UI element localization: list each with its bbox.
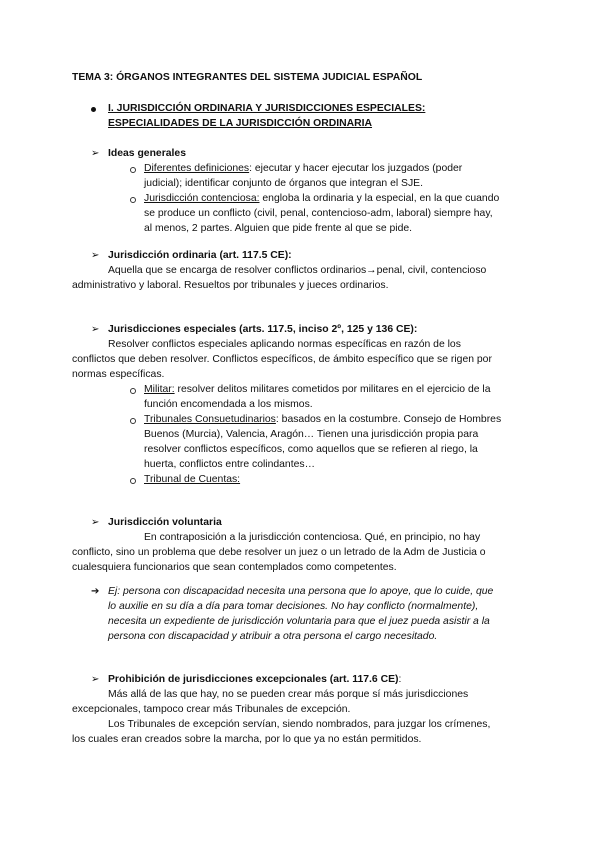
arrowhead-bullet-icon: ➢ [91,517,100,528]
ideas-item1-line1: Diferentes definiciones: ejecutar y hacer ejecutar los juzgados (poder [144,163,463,174]
militar-line1: Militar: resolver delitos militares cometidos por militares en el ejercicio de la [144,384,491,395]
especiales-line3: normas específicas. [72,369,165,380]
voluntaria-line1: En contraposición a la jurisdicción contenciosa. Qué, en principio, no hay [144,532,481,543]
voluntaria-line2: conflicto, sino un problema que debe resolver un juez o un letrado de la Adm de Justicia o [72,547,486,558]
arrowhead-bullet-icon: ➢ [91,324,100,335]
ideas-heading: Ideas generales [108,148,186,159]
consuetudinarios-line1: Tribunales Consuetudinarios: basados en la costumbre. Consejo de Hombres [144,414,502,425]
bullet-dot [91,107,96,112]
voluntaria-heading: Jurisdicción voluntaria [108,517,222,528]
ordinaria-line2: administrativo y laboral. Resueltos por tribunales y jueces ordinarios. [72,280,389,291]
prohibicion-heading: Prohibición de jurisdicciones excepcionales (art. 117.6 CE): [108,674,402,685]
circle-bullet-icon [130,197,136,203]
ideas-item1-line2: judicial); identificar conjunto de órganos que integran el SJE. [144,178,423,189]
especiales-line2: conflictos que deben resolver. Conflictos específicos, de ámbito específico que se rigen por [72,354,492,365]
prohibicion-line2: excepcionales, tampoco crear más Tribunales de excepción. [72,704,351,715]
ordinaria-heading: Jurisdicción ordinaria (art. 117.5 CE): [108,250,292,261]
especiales-line1: Resolver conflictos especiales aplicando normas específicas en razón de los [108,339,461,350]
especiales-heading: Jurisdicciones especiales (arts. 117.5, inciso 2º, 125 y 136 CE): [108,324,418,335]
circle-bullet-icon [130,478,136,484]
section-heading-line2: ESPECIALIDADES DE LA JURISDICCIÓN ORDINARIA [108,118,373,129]
circle-bullet-icon [130,167,136,173]
example-line3: necesita un expediente de jurisdicción voluntaria para que el juez pueda asistir a la [108,616,490,627]
consuetudinarios-line2: Buenos (Murcia), Valencia, Aragón… Tienen una jurisdicción propia para [144,429,479,440]
ideas-item2-line2: se produce un conflicto (civil, penal, contencioso-adm, laboral) siempre hay, [144,208,493,219]
prohibicion-line1: Más allá de las que hay, no se pueden crear más porque sí más jurisdicciones [108,689,469,700]
voluntaria-line3: cualesquiera funcionarios que sean contemplados como competentes. [72,562,397,573]
arrowhead-bullet-icon: ➢ [91,674,100,685]
example-line4: persona con discapacidad y atribuir a otra persona el cargo necesitado. [108,631,438,642]
prohibicion-line3: Los Tribunales de excepción servían, siendo nombrados, para juzgar los crímenes, [108,719,491,730]
ordinaria-line1: Aquella que se encarga de resolver conflictos ordinarios→penal, civil, contencioso [108,265,487,276]
circle-bullet-icon [130,388,136,394]
militar-line2: función encomendada a los mismos. [144,399,313,410]
ideas-item2-line3: al menos, 2 partes. Alguien que pide frente al que se pide. [144,223,413,234]
cuentas-label: Tribunal de Cuentas: [144,474,241,485]
ideas-item2-line1: Jurisdicción contenciosa: engloba la ordinaria y la especial, en la que cuando [144,193,500,204]
document-title: TEMA 3: ÓRGANOS INTEGRANTES DEL SISTEMA JUDICIAL ESPAÑOL [72,72,423,83]
circle-bullet-icon [130,418,136,424]
example-line1: Ej: persona con discapacidad necesita una persona que lo apoye, que lo cuide, que [108,586,494,597]
arrow-bullet-icon: ➔ [91,586,100,597]
consuetudinarios-line4: huerta, conflictos entre colindantes… [144,459,315,470]
consuetudinarios-line3: resolver conflictos específicos, como aquellos que se refieren al riego, la [144,444,478,455]
example-line2: lo auxilie en su día a día para tomar decisiones. No hay conflicto (normalmente), [108,601,479,612]
arrowhead-bullet-icon: ➢ [91,148,100,159]
prohibicion-line4: los cuales eran creados sobre la marcha, por lo que ya no están permitidos. [72,734,422,745]
arrowhead-bullet-icon: ➢ [91,250,100,261]
section-heading-line1: I. JURISDICCIÓN ORDINARIA Y JURISDICCIONES ESPECIALES: [108,103,426,114]
